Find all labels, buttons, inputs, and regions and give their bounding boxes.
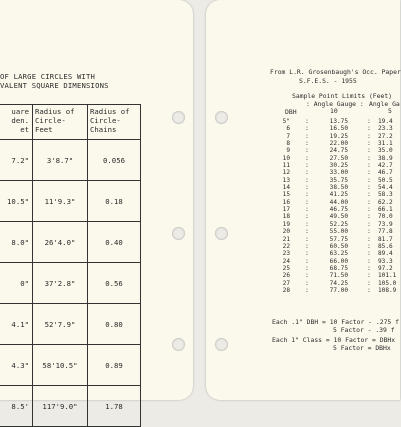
- separator-column: [366, 118, 372, 294]
- gauge-5-value: 101.1: [378, 272, 397, 280]
- table-row: [0, 304, 141, 345]
- dbh-value: 15: [282, 191, 290, 199]
- dbh-value: 26: [282, 272, 290, 280]
- separator-colon: :: [305, 264, 309, 272]
- separator-colon: :: [367, 198, 371, 206]
- separator-colon: :: [305, 228, 309, 236]
- separator-colon: :: [367, 118, 371, 125]
- column-header-radius-chains: [88, 105, 141, 140]
- gauge-10-value: 60.50: [329, 242, 348, 250]
- separator-colon: :: [367, 250, 371, 258]
- gauge-5-value: 81.7: [378, 235, 393, 243]
- source-citation: From L.R. Grosenbaugh's Occ. Paper: [270, 68, 401, 76]
- dbh-column: [266, 118, 290, 294]
- gauge-5-value: 35.0: [378, 147, 393, 155]
- cell-radius-chains: 0.18: [88, 181, 141, 222]
- separator-colon: :: [305, 118, 309, 125]
- dbh-value: 10: [282, 154, 290, 162]
- cell-radius-chains: 0.89: [88, 345, 141, 386]
- binder-hole: [172, 111, 185, 124]
- header-line: et: [20, 125, 29, 134]
- gauge-10-value: 13.75: [329, 118, 348, 125]
- header-line: Feet: [35, 125, 53, 134]
- separator-colon: :: [305, 147, 309, 155]
- cell-radius-feet: 58'10.5": [33, 345, 88, 386]
- separator-colon: :: [305, 220, 309, 228]
- gauge-5-value: 93.3: [378, 257, 393, 265]
- left-page: [0, 0, 193, 411]
- cell-radius-feet: 52'7.9": [33, 304, 88, 345]
- gauge-5-value: 97.2: [378, 264, 393, 272]
- separator-colon: :: [367, 220, 371, 228]
- table-row: [0, 222, 141, 263]
- table-header-row: [0, 105, 141, 140]
- binder-hole: [172, 338, 185, 351]
- separator-colon: :: [305, 132, 309, 140]
- cell-radius-chains: 0.40: [88, 222, 141, 263]
- dbh-value: 22: [282, 242, 290, 250]
- dbh-value: 18: [282, 213, 290, 221]
- separator-colon: :: [305, 257, 309, 265]
- note-dbh-5-factor: 5 Factor - .39 f: [333, 326, 395, 334]
- separator-colon: :: [305, 279, 309, 287]
- dbh-value: 28: [282, 286, 290, 294]
- separator-colon: :: [367, 125, 371, 133]
- dbh-value: 17: [282, 206, 290, 214]
- gauge-10-value: 27.50: [329, 154, 348, 162]
- table-row: [0, 140, 141, 181]
- header-line: uare: [11, 107, 29, 116]
- separator-colon: :: [367, 176, 371, 184]
- gauge-5-value: 105.0: [378, 279, 397, 287]
- cell-radius-feet: 11'9.3": [33, 181, 88, 222]
- separator-colon: :: [367, 228, 371, 236]
- separator-colon: :: [305, 184, 309, 192]
- binder-hole: [172, 227, 185, 240]
- dbh-value: 7: [286, 132, 290, 140]
- dbh-value: 13: [282, 176, 290, 184]
- cell-radius-feet: 117'9.0": [33, 386, 88, 427]
- cell-radius-feet: 26'4.0": [33, 222, 88, 263]
- gauge-5-value: 85.6: [378, 242, 393, 250]
- source-series: S.F.E.S. - 1955: [299, 77, 357, 85]
- gauge-10-value: 71.50: [329, 272, 348, 280]
- note-class-5-factor: 5 Factor = DBHx: [333, 344, 391, 352]
- table-title: Sample Point Limits (Feet): [292, 92, 393, 100]
- gauge-5-value: 58.3: [378, 191, 393, 199]
- cell-radius-chains: 0.80: [88, 304, 141, 345]
- dbh-value: 9: [286, 147, 290, 155]
- right-page: [206, 0, 400, 400]
- circle-dimensions-table: [0, 104, 141, 427]
- separator-colon: :: [367, 184, 371, 192]
- separator-column: [304, 118, 310, 294]
- separator-colon: :: [305, 206, 309, 214]
- gauge-10-value: 38.50: [329, 184, 348, 192]
- header-line: Chains: [90, 125, 117, 134]
- column-header-dbh: DBH: [285, 108, 297, 116]
- separator-colon: :: [367, 162, 371, 170]
- separator-colon: :: [367, 140, 371, 148]
- gauge-5-value: 77.8: [378, 228, 393, 236]
- gauge-5-value: 50.5: [378, 176, 393, 184]
- cell-square-dimension: 8.5': [0, 386, 33, 427]
- dbh-value: 11: [282, 162, 290, 170]
- dbh-value: 8: [286, 140, 290, 148]
- dbh-value: 25: [282, 264, 290, 272]
- gauge-10-value: 57.75: [329, 235, 348, 243]
- separator-colon: :: [367, 257, 371, 265]
- gauge-5-column: [378, 118, 396, 294]
- gauge-10-value: 52.25: [329, 220, 348, 228]
- column-header-factor-5: 5: [388, 107, 392, 115]
- header-line: Radius of: [90, 107, 130, 116]
- dbh-value: 27: [282, 279, 290, 287]
- column-header-angle-gauge-5: Angle Ga: [369, 100, 400, 108]
- separator-colon: :: [305, 272, 309, 280]
- separator-colon: :: [305, 169, 309, 177]
- header-line: Circle-: [90, 116, 121, 125]
- separator-colon: :: [305, 191, 309, 199]
- note-class-10-factor: Each 1" Class = 10 Factor = DBHx: [272, 336, 396, 344]
- dbh-value: 12: [282, 169, 290, 177]
- gauge-10-value: 19.25: [329, 132, 348, 140]
- column-header-factor-10: 10: [330, 107, 338, 115]
- gauge-10-value: 24.75: [329, 147, 348, 155]
- cell-radius-chains: 1.78: [88, 386, 141, 427]
- dbh-value: 20: [282, 228, 290, 236]
- cell-square-dimension: 4.3": [0, 345, 33, 386]
- gauge-10-value: 44.00: [329, 198, 348, 206]
- gauge-5-value: 42.7: [378, 162, 393, 170]
- dbh-value: 24: [282, 257, 290, 265]
- gauge-10-column: [318, 118, 348, 294]
- cell-square-dimension: 0": [0, 263, 33, 304]
- separator-colon: :: [367, 169, 371, 177]
- separator-colon: :: [305, 286, 309, 294]
- gauge-5-value: 62.2: [378, 198, 393, 206]
- gauge-10-value: 16.50: [329, 125, 348, 133]
- header-line: Circle-: [35, 116, 66, 125]
- header-line: Radius of: [35, 107, 75, 116]
- separator-colon: :: [367, 132, 371, 140]
- separator-colon: :: [305, 242, 309, 250]
- gauge-10-value: 63.25: [329, 250, 348, 258]
- dbh-value: 21: [282, 235, 290, 243]
- table-row: [0, 345, 141, 386]
- separator-colon: :: [367, 264, 371, 272]
- note-dbh-10-factor: Each .1" DBH = 10 Factor - .275 f: [272, 318, 399, 326]
- gauge-10-value: 30.25: [329, 162, 348, 170]
- separator-colon: :: [305, 140, 309, 148]
- gauge-10-value: 49.50: [329, 213, 348, 221]
- cell-radius-feet: 37'2.8": [33, 263, 88, 304]
- gauge-10-value: 77.00: [329, 286, 348, 294]
- table-row: [0, 181, 141, 222]
- gauge-5-value: 66.1: [378, 206, 393, 214]
- separator-colon: :: [305, 154, 309, 162]
- gauge-5-value: 23.3: [378, 125, 393, 133]
- header-line: den.: [11, 116, 29, 125]
- separator-colon: :: [367, 213, 371, 221]
- column-header-angle-gauge-10: : Angle Gauge :: [306, 100, 364, 108]
- gauge-5-value: 89.4: [378, 250, 393, 258]
- separator-colon: :: [305, 235, 309, 243]
- dbh-value: 16: [282, 198, 290, 206]
- gauge-10-value: 22.00: [329, 140, 348, 148]
- dbh-value: 5": [282, 118, 290, 125]
- gauge-10-value: 74.25: [329, 279, 348, 287]
- gauge-10-value: 46.75: [329, 206, 348, 214]
- separator-colon: :: [367, 242, 371, 250]
- gauge-5-value: 70.0: [378, 213, 393, 221]
- gauge-5-value: 31.1: [378, 140, 393, 148]
- separator-colon: :: [367, 279, 371, 287]
- table-row: [0, 263, 141, 304]
- gauge-10-value: 55.00: [329, 228, 348, 236]
- separator-colon: :: [305, 125, 309, 133]
- cell-square-dimension: 4.1": [0, 304, 33, 345]
- dbh-value: 6: [286, 125, 290, 133]
- separator-colon: :: [367, 206, 371, 214]
- separator-colon: :: [367, 272, 371, 280]
- gauge-5-value: 46.7: [378, 169, 393, 177]
- binder-hole: [215, 227, 228, 240]
- cell-radius-feet: 3'8.7": [33, 140, 88, 181]
- gauge-10-value: 66.00: [329, 257, 348, 265]
- gauge-10-value: 41.25: [329, 191, 348, 199]
- table-heading-line1: OF LARGE CIRCLES WITH: [0, 72, 96, 81]
- cell-radius-chains: 0.056: [88, 140, 141, 181]
- gauge-10-value: 68.75: [329, 264, 348, 272]
- separator-colon: :: [305, 250, 309, 258]
- cell-square-dimension: 7.2": [0, 140, 33, 181]
- separator-colon: :: [305, 198, 309, 206]
- cell-radius-chains: 0.56: [88, 263, 141, 304]
- separator-colon: :: [367, 191, 371, 199]
- gauge-5-value: 27.2: [378, 132, 393, 140]
- binder-hole: [215, 111, 228, 124]
- gauge-10-value: 35.75: [329, 176, 348, 184]
- separator-colon: :: [367, 235, 371, 243]
- gauge-10-value: 33.00: [329, 169, 348, 177]
- gauge-5-value: 54.4: [378, 184, 393, 192]
- separator-colon: :: [367, 147, 371, 155]
- separator-colon: :: [367, 286, 371, 294]
- gauge-5-value: 73.9: [378, 220, 393, 228]
- gauge-5-value: 19.4: [378, 118, 393, 125]
- gauge-5-value: 108.9: [378, 286, 397, 294]
- dbh-value: 19: [282, 220, 290, 228]
- table-heading-line2: VALENT SQUARE DIMENSIONS: [0, 81, 109, 90]
- separator-colon: :: [305, 162, 309, 170]
- separator-colon: :: [305, 213, 309, 221]
- dbh-value: 14: [282, 184, 290, 192]
- cell-square-dimension: 8.0": [0, 222, 33, 263]
- binder-hole: [215, 338, 228, 351]
- dbh-value: 23: [282, 250, 290, 258]
- separator-colon: :: [367, 154, 371, 162]
- gauge-5-value: 38.9: [378, 154, 393, 162]
- column-header-radius-feet: [33, 105, 88, 140]
- column-header-square-dimension: [0, 105, 33, 140]
- table-row: [0, 386, 141, 427]
- cell-square-dimension: 10.5": [0, 181, 33, 222]
- separator-colon: :: [305, 176, 309, 184]
